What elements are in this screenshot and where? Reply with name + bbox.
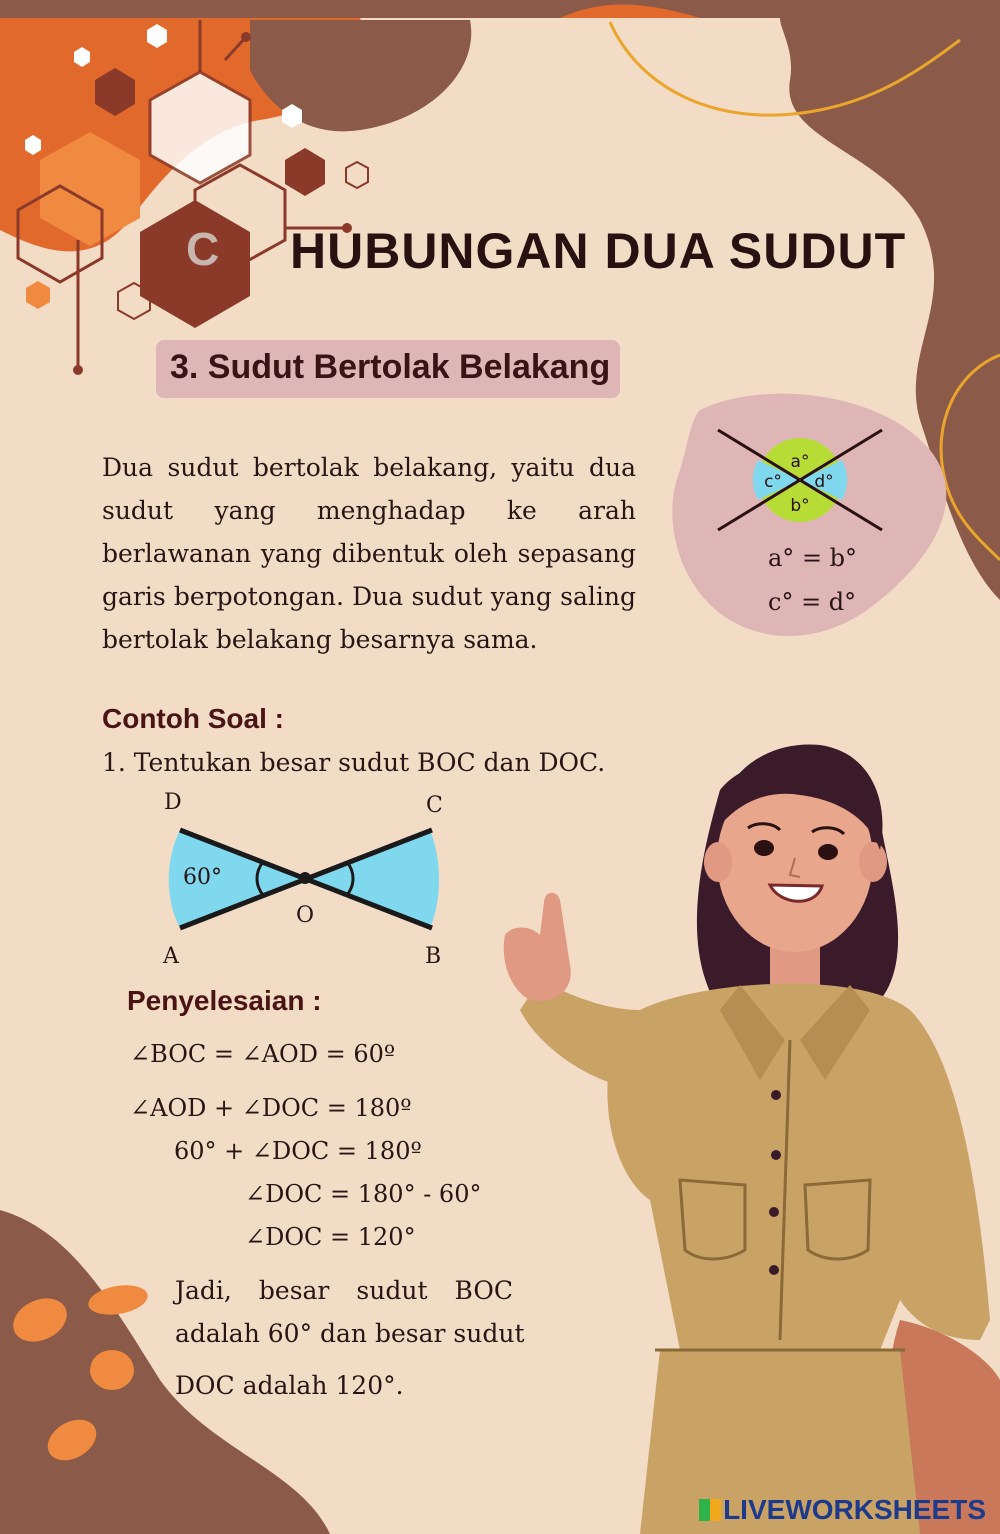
- angle-boc-fill: [305, 830, 439, 928]
- section-letter: C: [186, 223, 220, 275]
- label-a: a°: [790, 452, 810, 472]
- label-c-point: C: [426, 793, 443, 818]
- point-o: [299, 872, 311, 884]
- solution-line: ∠DOC = 120°: [245, 1223, 416, 1251]
- solution-heading: Penyelesaian :: [127, 985, 322, 1016]
- logo-text: LIVEWORKSHEETS: [723, 1494, 986, 1525]
- label-o-point: O: [296, 903, 315, 928]
- solution-line: ∠AOD + ∠DOC = 180º: [130, 1094, 412, 1122]
- page-title: HUBUNGAN DUA SUDUT: [290, 223, 907, 279]
- definition-paragraph: [102, 446, 636, 661]
- definition-line: Dua sudut bertolak belakang, yaitu dua: [102, 453, 636, 482]
- label-b-point: B: [425, 944, 442, 969]
- equation-c-d: c° = d°: [768, 588, 857, 616]
- equation-a-b: a° = b°: [768, 544, 858, 572]
- conclusion-block-3: [175, 1371, 404, 1400]
- label-b: b°: [790, 496, 810, 516]
- conclusion-block-2: [175, 1319, 525, 1348]
- conclusion-line: DOC adalah 120°.: [175, 1371, 404, 1400]
- definition-line: garis berpotongan. Dua sudut yang saling: [102, 582, 636, 611]
- example-heading: Contoh Soal :: [102, 703, 284, 734]
- logo-icon: [699, 1499, 721, 1521]
- liveworksheets-logo: [699, 1494, 986, 1526]
- conclusion-block: [175, 1276, 513, 1305]
- label-d-point: D: [164, 790, 182, 815]
- solution-line: ∠BOC = ∠AOD = 60º: [130, 1040, 396, 1068]
- solution-line: 60° + ∠DOC = 180º: [174, 1137, 422, 1165]
- label-c: c°: [764, 472, 782, 492]
- label-a-point: A: [163, 944, 179, 969]
- subtitle: 3. Sudut Bertolak Belakang: [170, 348, 611, 386]
- label-d: d°: [814, 472, 834, 492]
- definition-line: sudut yang menghadap ke arah: [102, 496, 636, 525]
- definition-line: berlawanan yang dibentuk oleh sepasang: [102, 539, 636, 568]
- conclusion-line: Jadi, besar sudut BOC: [175, 1276, 513, 1305]
- solution-line: ∠DOC = 180° - 60°: [245, 1180, 482, 1208]
- question-text: 1. Tentukan besar sudut BOC dan DOC.: [102, 748, 606, 777]
- conclusion-line: adalah 60° dan besar sudut: [175, 1319, 525, 1348]
- vertical-angles-diagram: [710, 425, 890, 535]
- angle-value-label: 60°: [183, 865, 222, 890]
- definition-line: bertolak belakang besarnya sama.: [102, 625, 538, 654]
